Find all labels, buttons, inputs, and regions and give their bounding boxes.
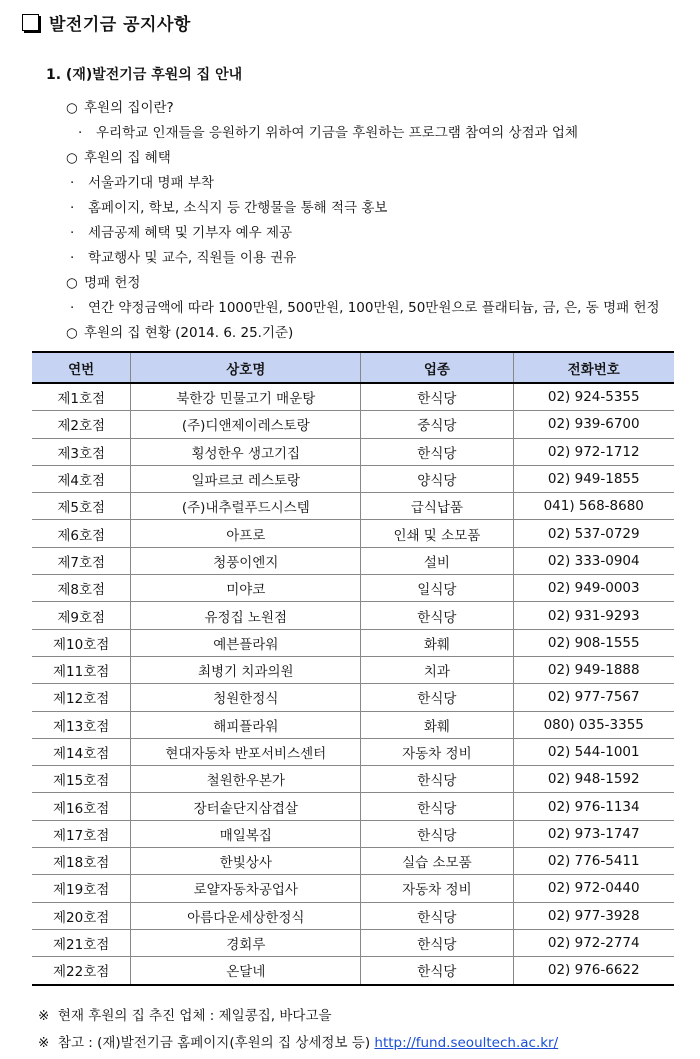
cell-number: 제11호점 bbox=[32, 656, 131, 683]
table-row bbox=[32, 684, 674, 711]
cell-phone: 02) 977-3928 bbox=[513, 902, 674, 929]
table-row bbox=[32, 383, 674, 411]
cell-phone: 02) 976-1134 bbox=[513, 793, 674, 820]
cell-category: 치과 bbox=[361, 656, 513, 683]
dot-marker: · bbox=[78, 125, 83, 141]
note-reference: ※ 참고 : (재)발전기금 홈페이지(후원의 집 상세정보 등) http://fund.seoultech.ac.kr/ bbox=[38, 1035, 559, 1051]
cell-number: 제4호점 bbox=[32, 465, 131, 492]
col-header-number: 연번 bbox=[32, 352, 131, 383]
cell-category: 설비 bbox=[361, 547, 513, 574]
cell-category: 인쇄 및 소모품 bbox=[361, 520, 513, 547]
cell-store-name: 미야코 bbox=[131, 575, 361, 602]
cell-store-name: 예븐플라워 bbox=[131, 629, 361, 656]
cell-category: 한식당 bbox=[361, 766, 513, 793]
dot-marker: · bbox=[70, 250, 75, 266]
cell-category: 한식당 bbox=[361, 820, 513, 847]
dot-marker: · bbox=[70, 200, 75, 216]
cell-category: 급식납품 bbox=[361, 493, 513, 520]
table-row bbox=[32, 602, 674, 629]
cell-category: 자동차 정비 bbox=[361, 875, 513, 902]
cell-store-name: 해피플라워 bbox=[131, 711, 361, 738]
cell-phone: 080) 035-3355 bbox=[513, 711, 674, 738]
table-row bbox=[32, 929, 674, 956]
cell-category: 한식당 bbox=[361, 902, 513, 929]
cell-store-name: 로얄자동차공업사 bbox=[131, 875, 361, 902]
cell-store-name: 온달네 bbox=[131, 957, 361, 985]
cell-phone: 02) 948-1592 bbox=[513, 766, 674, 793]
table-row bbox=[32, 820, 674, 847]
col-header-phone: 전화번호 bbox=[513, 352, 674, 383]
answer-line: · 우리학교 인재들을 응원하기 위하여 기금을 후원하는 프로그램 참여의 상점과 업체 bbox=[78, 125, 579, 141]
cell-phone: 02) 333-0904 bbox=[513, 547, 674, 574]
cell-store-name: 아프로 bbox=[131, 520, 361, 547]
cell-category: 한식당 bbox=[361, 438, 513, 465]
cell-category: 한식당 bbox=[361, 957, 513, 985]
cell-phone: 02) 972-2774 bbox=[513, 929, 674, 956]
table-row bbox=[32, 520, 674, 547]
col-header-category: 업종 bbox=[361, 352, 513, 383]
table-row bbox=[32, 711, 674, 738]
col-header-name: 상호명 bbox=[131, 352, 361, 383]
cell-number: 제10호점 bbox=[32, 629, 131, 656]
question-line: ○ 명패 헌정 bbox=[66, 275, 141, 291]
note-mark: ※ bbox=[38, 1035, 50, 1051]
table-row bbox=[32, 848, 674, 875]
section-heading: 1. (재)발전기금 후원의 집 안내 bbox=[46, 67, 243, 83]
question-line: ○ 후원의 집 혜택 bbox=[66, 150, 171, 166]
cell-store-name: 일파르코 레스토랑 bbox=[131, 465, 361, 492]
cell-phone: 02) 908-1555 bbox=[513, 629, 674, 656]
cell-phone: 02) 939-6700 bbox=[513, 411, 674, 438]
cell-category: 화훼 bbox=[361, 629, 513, 656]
cell-number: 제3호점 bbox=[32, 438, 131, 465]
cell-store-name: 북한강 민물고기 매운탕 bbox=[131, 383, 361, 411]
table-row bbox=[32, 957, 674, 985]
table-header-row bbox=[32, 352, 674, 383]
table-row bbox=[32, 793, 674, 820]
cell-phone: 02) 973-1747 bbox=[513, 820, 674, 847]
table-row bbox=[32, 902, 674, 929]
cell-number: 제21호점 bbox=[32, 929, 131, 956]
circle-marker: ○ bbox=[66, 100, 78, 116]
cell-number: 제1호점 bbox=[32, 383, 131, 411]
cell-category: 한식당 bbox=[361, 929, 513, 956]
benefit-item: · 홈페이지, 학보, 소식지 등 간행물을 통해 적극 홍보 bbox=[70, 200, 388, 216]
cell-number: 제13호점 bbox=[32, 711, 131, 738]
table-row bbox=[32, 465, 674, 492]
cell-category: 한식당 bbox=[361, 383, 513, 411]
cell-phone: 02) 544-1001 bbox=[513, 738, 674, 765]
cell-number: 제22호점 bbox=[32, 957, 131, 985]
cell-number: 제15호점 bbox=[32, 766, 131, 793]
table-row bbox=[32, 738, 674, 765]
cell-store-name: 철원한우본가 bbox=[131, 766, 361, 793]
table-row bbox=[32, 629, 674, 656]
cell-number: 제7호점 bbox=[32, 547, 131, 574]
cell-phone: 02) 972-0440 bbox=[513, 875, 674, 902]
cell-category: 한식당 bbox=[361, 793, 513, 820]
dot-marker: · bbox=[70, 225, 75, 241]
cell-number: 제17호점 bbox=[32, 820, 131, 847]
cell-phone: 02) 949-1855 bbox=[513, 465, 674, 492]
table-row bbox=[32, 575, 674, 602]
cell-phone: 02) 976-6622 bbox=[513, 957, 674, 985]
cell-number: 제20호점 bbox=[32, 902, 131, 929]
table-row bbox=[32, 766, 674, 793]
cell-category: 일식당 bbox=[361, 575, 513, 602]
cell-category: 중식당 bbox=[361, 411, 513, 438]
cell-category: 화훼 bbox=[361, 711, 513, 738]
cell-number: 제16호점 bbox=[32, 793, 131, 820]
cell-number: 제9호점 bbox=[32, 602, 131, 629]
cell-phone: 041) 568-8680 bbox=[513, 493, 674, 520]
table-row bbox=[32, 875, 674, 902]
cell-store-name: (주)디앤제이레스토랑 bbox=[131, 411, 361, 438]
circle-marker: ○ bbox=[66, 275, 78, 291]
cell-number: 제8호점 bbox=[32, 575, 131, 602]
cell-store-name: 한빛상사 bbox=[131, 848, 361, 875]
table-row bbox=[32, 656, 674, 683]
cell-number: 제5호점 bbox=[32, 493, 131, 520]
benefit-item: · 서울과기대 명패 부착 bbox=[70, 175, 214, 191]
cell-number: 제12호점 bbox=[32, 684, 131, 711]
cell-number: 제18호점 bbox=[32, 848, 131, 875]
cell-category: 실습 소모품 bbox=[361, 848, 513, 875]
cell-phone: 02) 949-0003 bbox=[513, 575, 674, 602]
cell-store-name: 현대자동차 반포서비스센터 bbox=[131, 738, 361, 765]
cell-number: 제19호점 bbox=[32, 875, 131, 902]
cell-number: 제2호점 bbox=[32, 411, 131, 438]
note-mark: ※ bbox=[38, 1008, 50, 1024]
cell-store-name: 아름다운세상한정식 bbox=[131, 902, 361, 929]
cell-phone: 02) 924-5355 bbox=[513, 383, 674, 411]
dot-marker: · bbox=[70, 300, 75, 316]
cell-phone: 02) 537-0729 bbox=[513, 520, 674, 547]
plaque-line: · 연간 약정금액에 따라 1000만원, 500만원, 100만원, 50만원으로 플래티늄, 금, 은, 동 명패 헌정 bbox=[70, 300, 660, 316]
cell-store-name: 최병기 치과의원 bbox=[131, 656, 361, 683]
benefit-item: · 학교행사 및 교수, 직원들 이용 권유 bbox=[70, 250, 297, 266]
cell-phone: 02) 776-5411 bbox=[513, 848, 674, 875]
stores-table bbox=[32, 351, 674, 986]
circle-marker: ○ bbox=[66, 150, 78, 166]
cell-store-name: 장터솥단지삼겹살 bbox=[131, 793, 361, 820]
cell-store-name: 청원한정식 bbox=[131, 684, 361, 711]
cell-category: 자동차 정비 bbox=[361, 738, 513, 765]
cell-store-name: 유정집 노원점 bbox=[131, 602, 361, 629]
cell-category: 한식당 bbox=[361, 602, 513, 629]
note-current: ※ 현재 후원의 집 추진 업체 : 제일콩집, 바다고을 bbox=[38, 1008, 332, 1024]
cell-store-name: 청풍이엔지 bbox=[131, 547, 361, 574]
table-row bbox=[32, 411, 674, 438]
cell-number: 제6호점 bbox=[32, 520, 131, 547]
cell-number: 제14호점 bbox=[32, 738, 131, 765]
benefit-item: · 세금공제 혜택 및 기부자 예우 제공 bbox=[70, 225, 293, 241]
cell-phone: 02) 949-1888 bbox=[513, 656, 674, 683]
page-title: 발전기금 공지사항 bbox=[49, 14, 191, 35]
cell-phone: 02) 931-9293 bbox=[513, 602, 674, 629]
cell-category: 양식당 bbox=[361, 465, 513, 492]
question-line: ○ 후원의 집 현황 (2014. 6. 25.기준) bbox=[66, 325, 294, 341]
cell-store-name: 횡성한우 생고기집 bbox=[131, 438, 361, 465]
table-row bbox=[32, 438, 674, 465]
cell-phone: 02) 972-1712 bbox=[513, 438, 674, 465]
circle-marker: ○ bbox=[66, 325, 78, 341]
checkbox-icon bbox=[22, 14, 39, 31]
table-row bbox=[32, 493, 674, 520]
table-row bbox=[32, 547, 674, 574]
cell-store-name: 매일복집 bbox=[131, 820, 361, 847]
cell-category: 한식당 bbox=[361, 684, 513, 711]
fund-site-link[interactable]: http://fund.seoultech.ac.kr/ bbox=[374, 1035, 559, 1051]
dot-marker: · bbox=[70, 175, 75, 191]
cell-phone: 02) 977-7567 bbox=[513, 684, 674, 711]
cell-store-name: 경회루 bbox=[131, 929, 361, 956]
cell-store-name: (주)내추럴푸드시스템 bbox=[131, 493, 361, 520]
question-line: ○ 후원의 집이란? bbox=[66, 100, 174, 116]
title-row bbox=[22, 8, 191, 36]
